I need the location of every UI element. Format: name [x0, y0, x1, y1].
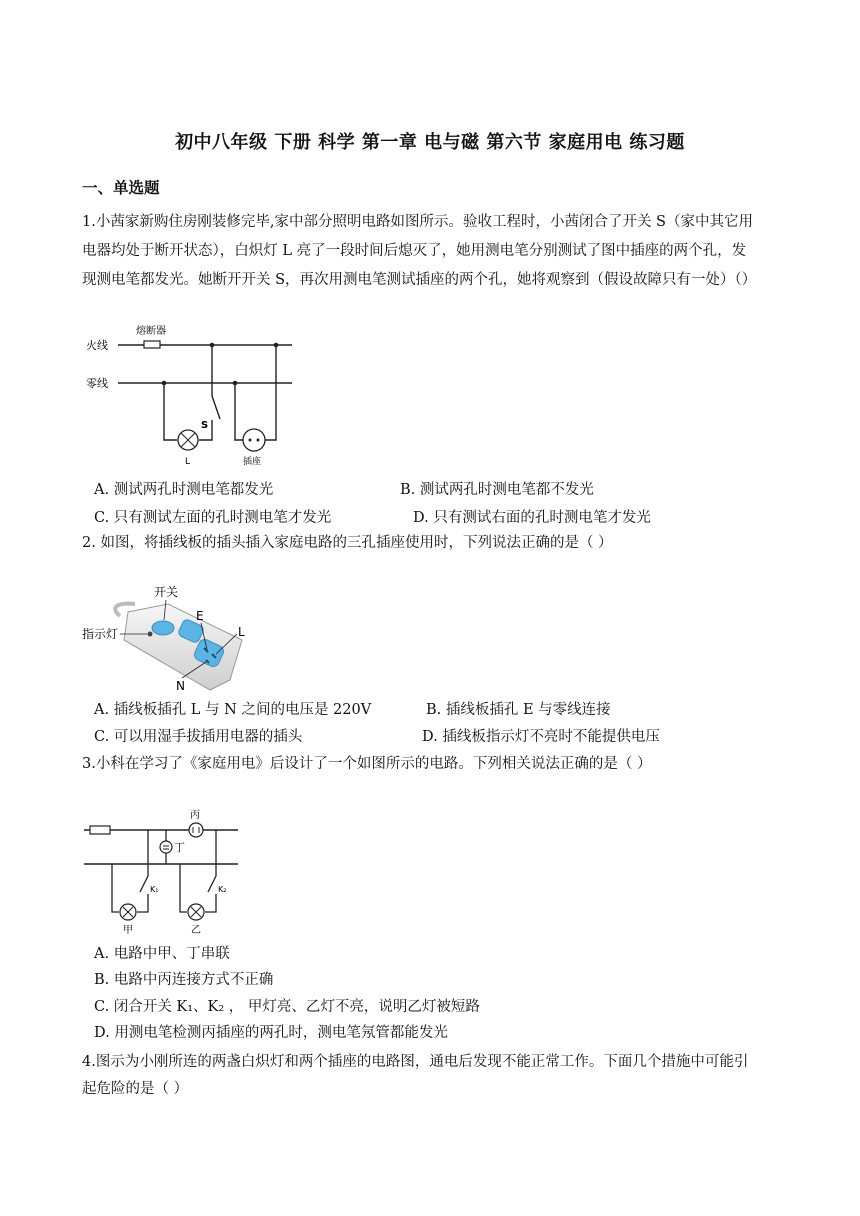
e-label: E — [196, 609, 204, 623]
question-1-line-3: 现测电笔都发光。她断开开关 S，再次用测电笔测试插座的两个孔，她将观察到（假设故障只有一处）（） — [82, 272, 757, 288]
question-3-option-d[interactable]: D. 用测电笔检测丙插座的两孔时，测电笔氖管都能发光 — [94, 1025, 448, 1041]
question-1-circuit-figure — [80, 318, 310, 468]
page-title: 初中八年级 下册 科学 第一章 电与磁 第六节 家庭用电 练习题 — [175, 132, 685, 153]
lamp-branch-wire — [164, 383, 177, 440]
live-wire-label: 火线 — [86, 339, 108, 352]
question-1-option-d[interactable]: D. 只有测试右面的孔时测电笔才发光 — [413, 510, 651, 526]
question-4-line-1: 4.图示为小刚所连的两盏白炽灯和两个插座的电路图，通电后发现不能正常工作。下面几个措施中可能引 — [82, 1054, 749, 1070]
question-1-option-b[interactable]: B. 测试两孔时测电笔都不发光 — [400, 482, 594, 498]
section-heading: 一、单选题 — [82, 179, 160, 197]
branch-yi-wire — [205, 894, 216, 912]
question-2-stem: 2. 如图，将插线板的插头插入家庭电路的三孔插座使用时，下列说法正确的是（ ） — [82, 535, 613, 551]
question-2-option-a[interactable]: A. 插线板插孔 L 与 N 之间的电压是 220V — [94, 702, 372, 718]
question-1-option-a[interactable]: A. 测试两孔时测电笔都发光 — [94, 482, 274, 498]
indicator-light-dot — [148, 632, 153, 637]
switch-s-symbol — [212, 396, 220, 419]
question-2-option-c[interactable]: C. 可以用湿手拔插用电器的插头 — [94, 729, 303, 745]
k1-label: K₁ — [150, 885, 159, 894]
neutral-wire-label: 零线 — [86, 377, 108, 390]
switch-button — [152, 621, 174, 635]
branch-yi-wire — [180, 864, 187, 912]
socket-symbol — [243, 429, 265, 451]
question-3-option-a[interactable]: A. 电路中甲、丁串联 — [94, 946, 230, 962]
l-label: L — [238, 625, 245, 639]
socket-bing-symbol — [189, 823, 203, 837]
bing-label: 丙 — [190, 810, 200, 821]
jia-label: 甲 — [123, 925, 133, 936]
fuse-label: 熔断器 — [136, 326, 166, 337]
socket-ding-symbol — [160, 841, 172, 853]
question-2-power-strip-figure — [80, 578, 265, 698]
switch-label: 开关 — [154, 585, 179, 599]
question-3-option-c[interactable]: C. 闭合开关 K₁、K₂ ， 甲灯亮、乙灯不亮，说明乙灯被短路 — [94, 999, 480, 1015]
yi-label: 乙 — [191, 925, 201, 936]
k2-label: K₂ — [218, 885, 227, 894]
switch-s-label: S — [201, 420, 209, 431]
question-1-option-c[interactable]: C. 只有测试左面的孔时测电笔才发光 — [94, 510, 332, 526]
question-1-line-2: 电器均处于断开状态），白炽灯 L 亮了一段时间后熄灭了，她用测电笔分别测试了图中插座的两个孔，发 — [82, 243, 747, 259]
socket-branch-wire — [235, 383, 243, 440]
question-2-option-b[interactable]: B. 插线板插孔 E 与零线连接 — [426, 702, 611, 718]
fuse-symbol — [144, 341, 160, 348]
socket-branch-wire — [265, 345, 276, 440]
question-4-line-2: 起危险的是（ ） — [82, 1081, 189, 1097]
indicator-light-label: 指示灯 — [82, 627, 119, 641]
socket-hole — [257, 439, 260, 442]
lamp-l-label: L — [185, 457, 191, 467]
question-1-line-1: 1.小茜家新购住房刚装修完毕,家中部分照明电路如图所示。验收工程时，小茜闭合了开关 S（家中其它用 — [82, 214, 753, 230]
branch-jia-wire — [140, 830, 148, 892]
branch-jia-wire — [137, 894, 148, 912]
socket-label: 插座 — [243, 457, 262, 467]
fuse-symbol — [90, 826, 110, 834]
question-3-option-b[interactable]: B. 电路中丙连接方式不正确 — [94, 972, 274, 988]
socket-hole — [249, 439, 252, 442]
question-3-circuit-figure — [80, 806, 250, 938]
branch-jia-wire — [112, 864, 119, 912]
branch-yi-wire — [208, 830, 216, 892]
n-label: N — [176, 679, 185, 693]
question-3-stem: 3.小科在学习了《家庭用电》后设计了一个如图所示的电路。下列相关说法正确的是（ ） — [82, 756, 652, 772]
ding-label: 丁 — [174, 841, 185, 854]
question-2-option-d[interactable]: D. 插线板指示灯不亮时不能提供电压 — [422, 729, 660, 745]
